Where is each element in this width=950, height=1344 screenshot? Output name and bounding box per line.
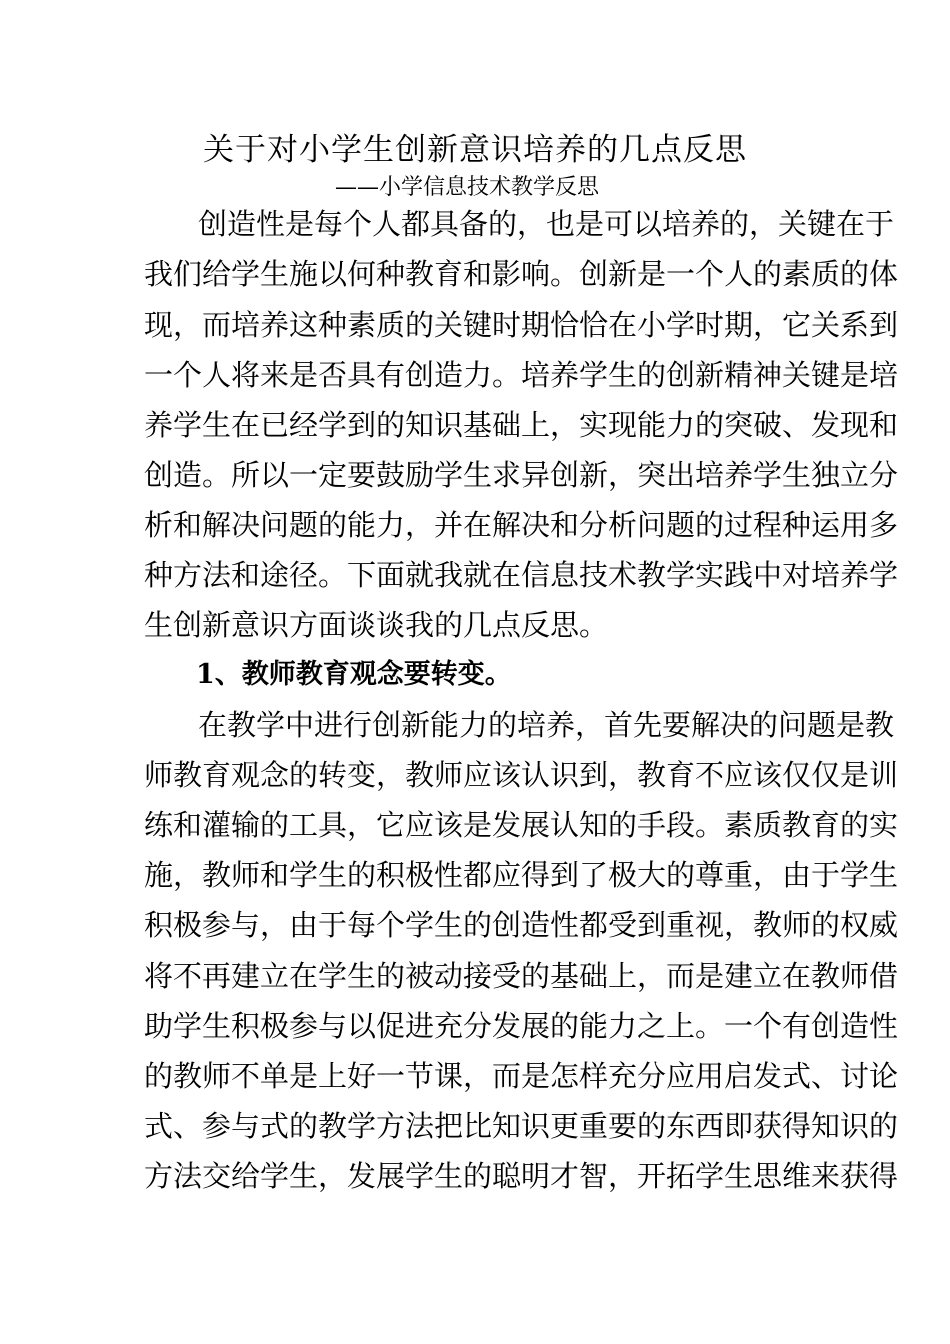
paragraph-1-line-7: 析和解决问题的能力，并在解决和分析问题的过程种运用多 — [144, 508, 899, 542]
paragraph-2-line-8: 的教师不单是上好一节课，而是怎样充分应用启发式、讨论 — [144, 1059, 899, 1093]
section-1-heading: 1、教师教育观念要转变。 — [196, 659, 512, 690]
paragraph-1-line-6: 创造。所以一定要鼓励学生求异创新，突出培养学生独立分 — [144, 458, 899, 492]
paragraph-2-line-10: 方法交给学生，发展学生的聪明才智，开拓学生思维来获得 — [144, 1159, 899, 1193]
paragraph-1-line-1: 创造性是每个人都具备的，也是可以培养的，关键在于 — [198, 207, 895, 241]
paragraph-2-line-9: 式、参与式的教学方法把比知识更重要的东西即获得知识的 — [144, 1109, 899, 1143]
paragraph-2-line-6: 将不再建立在学生的被动接受的基础上，而是建立在教师借 — [144, 959, 899, 993]
document-title: 关于对小学生创新意识培养的几点反思 — [203, 132, 747, 168]
paragraph-1-line-3: 现，而培养这种素质的关键时期恰恰在小学时期，它关系到 — [144, 308, 899, 342]
paragraph-1-line-9: 生创新意识方面谈谈我的几点反思。 — [144, 608, 609, 642]
paragraph-2-line-7: 助学生积极参与以促进充分发展的能力之上。一个有创造性 — [144, 1009, 899, 1043]
document-subtitle: ——小学信息技术教学反思 — [335, 175, 600, 200]
paragraph-2-line-1: 在教学中进行创新能力的培养，首先要解决的问题是教 — [198, 708, 895, 742]
paragraph-2-line-5: 积极参与，由于每个学生的创造性都受到重视，教师的权威 — [144, 908, 899, 942]
paragraph-1-line-8: 种方法和途径。下面就我就在信息技术教学实践中对培养学 — [144, 558, 899, 592]
paragraph-2-line-2: 师教育观念的转变，教师应该认识到，教育不应该仅仅是训 — [144, 758, 899, 792]
paragraph-1-line-5: 养学生在已经学到的知识基础上，实现能力的突破、发现和 — [144, 408, 899, 442]
paragraph-1-line-2: 我们给学生施以何种教育和影响。创新是一个人的素质的体 — [144, 257, 899, 291]
paragraph-2-line-4: 施，教师和学生的积极性都应得到了极大的尊重，由于学生 — [144, 858, 899, 892]
paragraph-1-line-4: 一个人将来是否具有创造力。培养学生的创新精神关键是培 — [144, 358, 899, 392]
paragraph-2-line-3: 练和灌输的工具，它应该是发展认知的手段。素质教育的实 — [144, 808, 899, 842]
